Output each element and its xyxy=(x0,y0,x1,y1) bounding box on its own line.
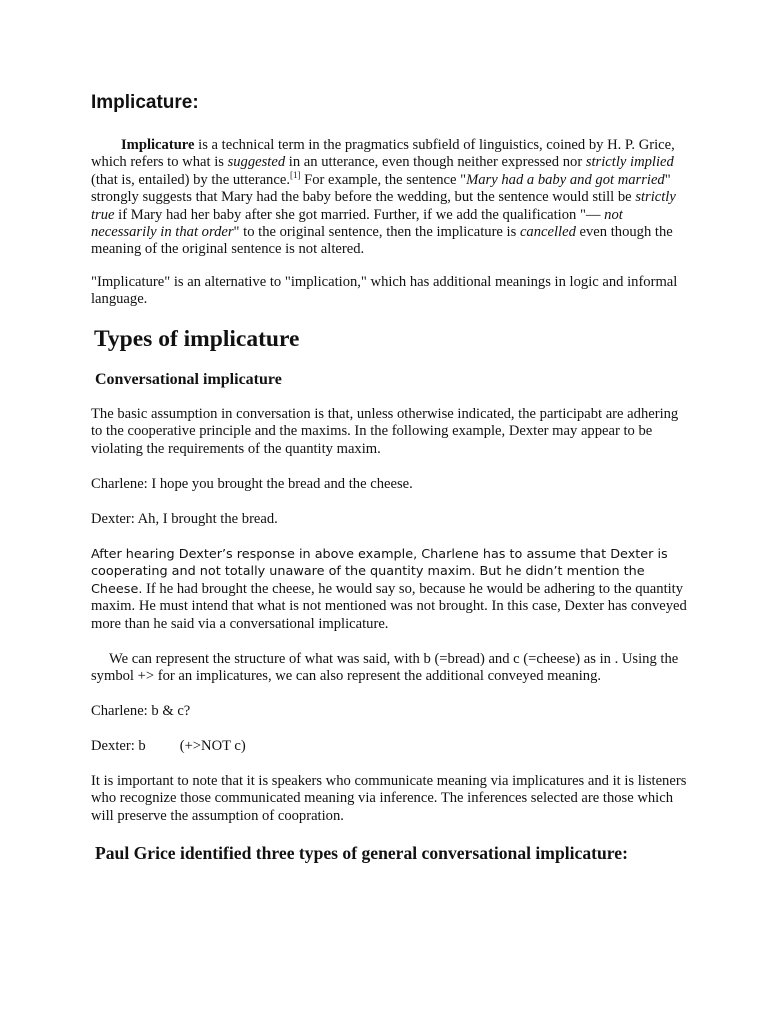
conversational-heading: Conversational implicature xyxy=(95,371,282,388)
after-hearing-rest: If he had brought the cheese, he would say so, because he would be adhering to the quantity maxim. He must intend that what is not mentioned was not brought. In this case, Dexter has conveyed more than he said via a conversational implicature. xyxy=(91,580,687,632)
alternative-paragraph: "Implicature" is an alternative to "implication," which has additional meanings in logic and informal language. xyxy=(91,274,678,308)
formula-dexter xyxy=(91,738,691,755)
dialog-line-charlene: Charlene: I hope you brought the bread and the cheese. xyxy=(91,476,413,492)
example-sentence: Mary had a baby and got married xyxy=(466,171,665,188)
basic-assumption-paragraph: The basic assumption in conversation is that, unless otherwise indicated, the participabt are adhering to the cooperative principle and the maxims. In the following example, Dexter may appear to be violating the requirements of the quantity maxim. xyxy=(91,406,679,457)
formula-charlene: Charlene: b & c? xyxy=(91,703,191,719)
footnote-ref[interactable]: [1] xyxy=(289,169,301,180)
intro-text: " strongly suggests that Mary had the baby before the wedding, but the sentence would still be xyxy=(91,171,671,206)
dialog-line-dexter: Dexter: Ah, I brought the bread. xyxy=(91,511,278,527)
intro-text: " to the original sentence, then the implicature is xyxy=(233,224,520,241)
intro-paragraph xyxy=(91,137,691,259)
intro-text: in an utterance, even though neither expressed nor xyxy=(285,154,586,171)
page-title: Implicature: xyxy=(91,92,199,113)
emph-strictly-true: strictly true xyxy=(91,189,676,223)
emph-qualification: not necessarily in that order xyxy=(91,206,623,241)
intro-text: if Mary had her baby after she got married. Further, if we add the qualification "— xyxy=(114,206,605,223)
formula-dexter-right: (+>NOT c) xyxy=(179,738,246,754)
intro-text: even though the meaning of the original sentence is not altered. xyxy=(91,224,673,258)
emph-cancelled: cancelled xyxy=(519,224,576,241)
term-implicature: Implicature xyxy=(121,137,195,153)
intro-text: is a technical term in the pragmatics subfield of linguistics, coined by H. P. Grice, which refers to what is xyxy=(91,137,675,171)
formula-dexter-left: Dexter: b xyxy=(91,738,146,754)
emph-suggested: suggested xyxy=(227,154,286,171)
important-paragraph: It is important to note that it is speakers who communicate meaning via implicatures and it is listeners who recognize those communicated meaning via inference. The inferences selected are those which will preserve the assumption of coopration. xyxy=(91,773,687,824)
intro-text: For example, the sentence " xyxy=(300,171,467,188)
represent-paragraph: We can represent the structure of what was said, with b (=bread) and c (=cheese) as in . Using the symbol +> for an implicatures, we can also represent the additional conveyed meaning. xyxy=(91,651,679,685)
types-heading: Types of implicature xyxy=(94,326,300,352)
after-hearing-paragraph xyxy=(91,546,691,633)
emph-strictly-implied: strictly implied xyxy=(585,154,674,171)
grice-heading: Paul Grice identified three types of general conversational implicature: xyxy=(95,843,628,863)
after-hearing-text: After hearing Dexter’s response in above example, Charlene has to assume that Dexter is cooperating and not totally unaware of the quantity maxim. But he didn’t mention the Cheese. xyxy=(91,547,668,597)
intro-text: (that is, entailed) by the utterance. xyxy=(91,171,290,188)
